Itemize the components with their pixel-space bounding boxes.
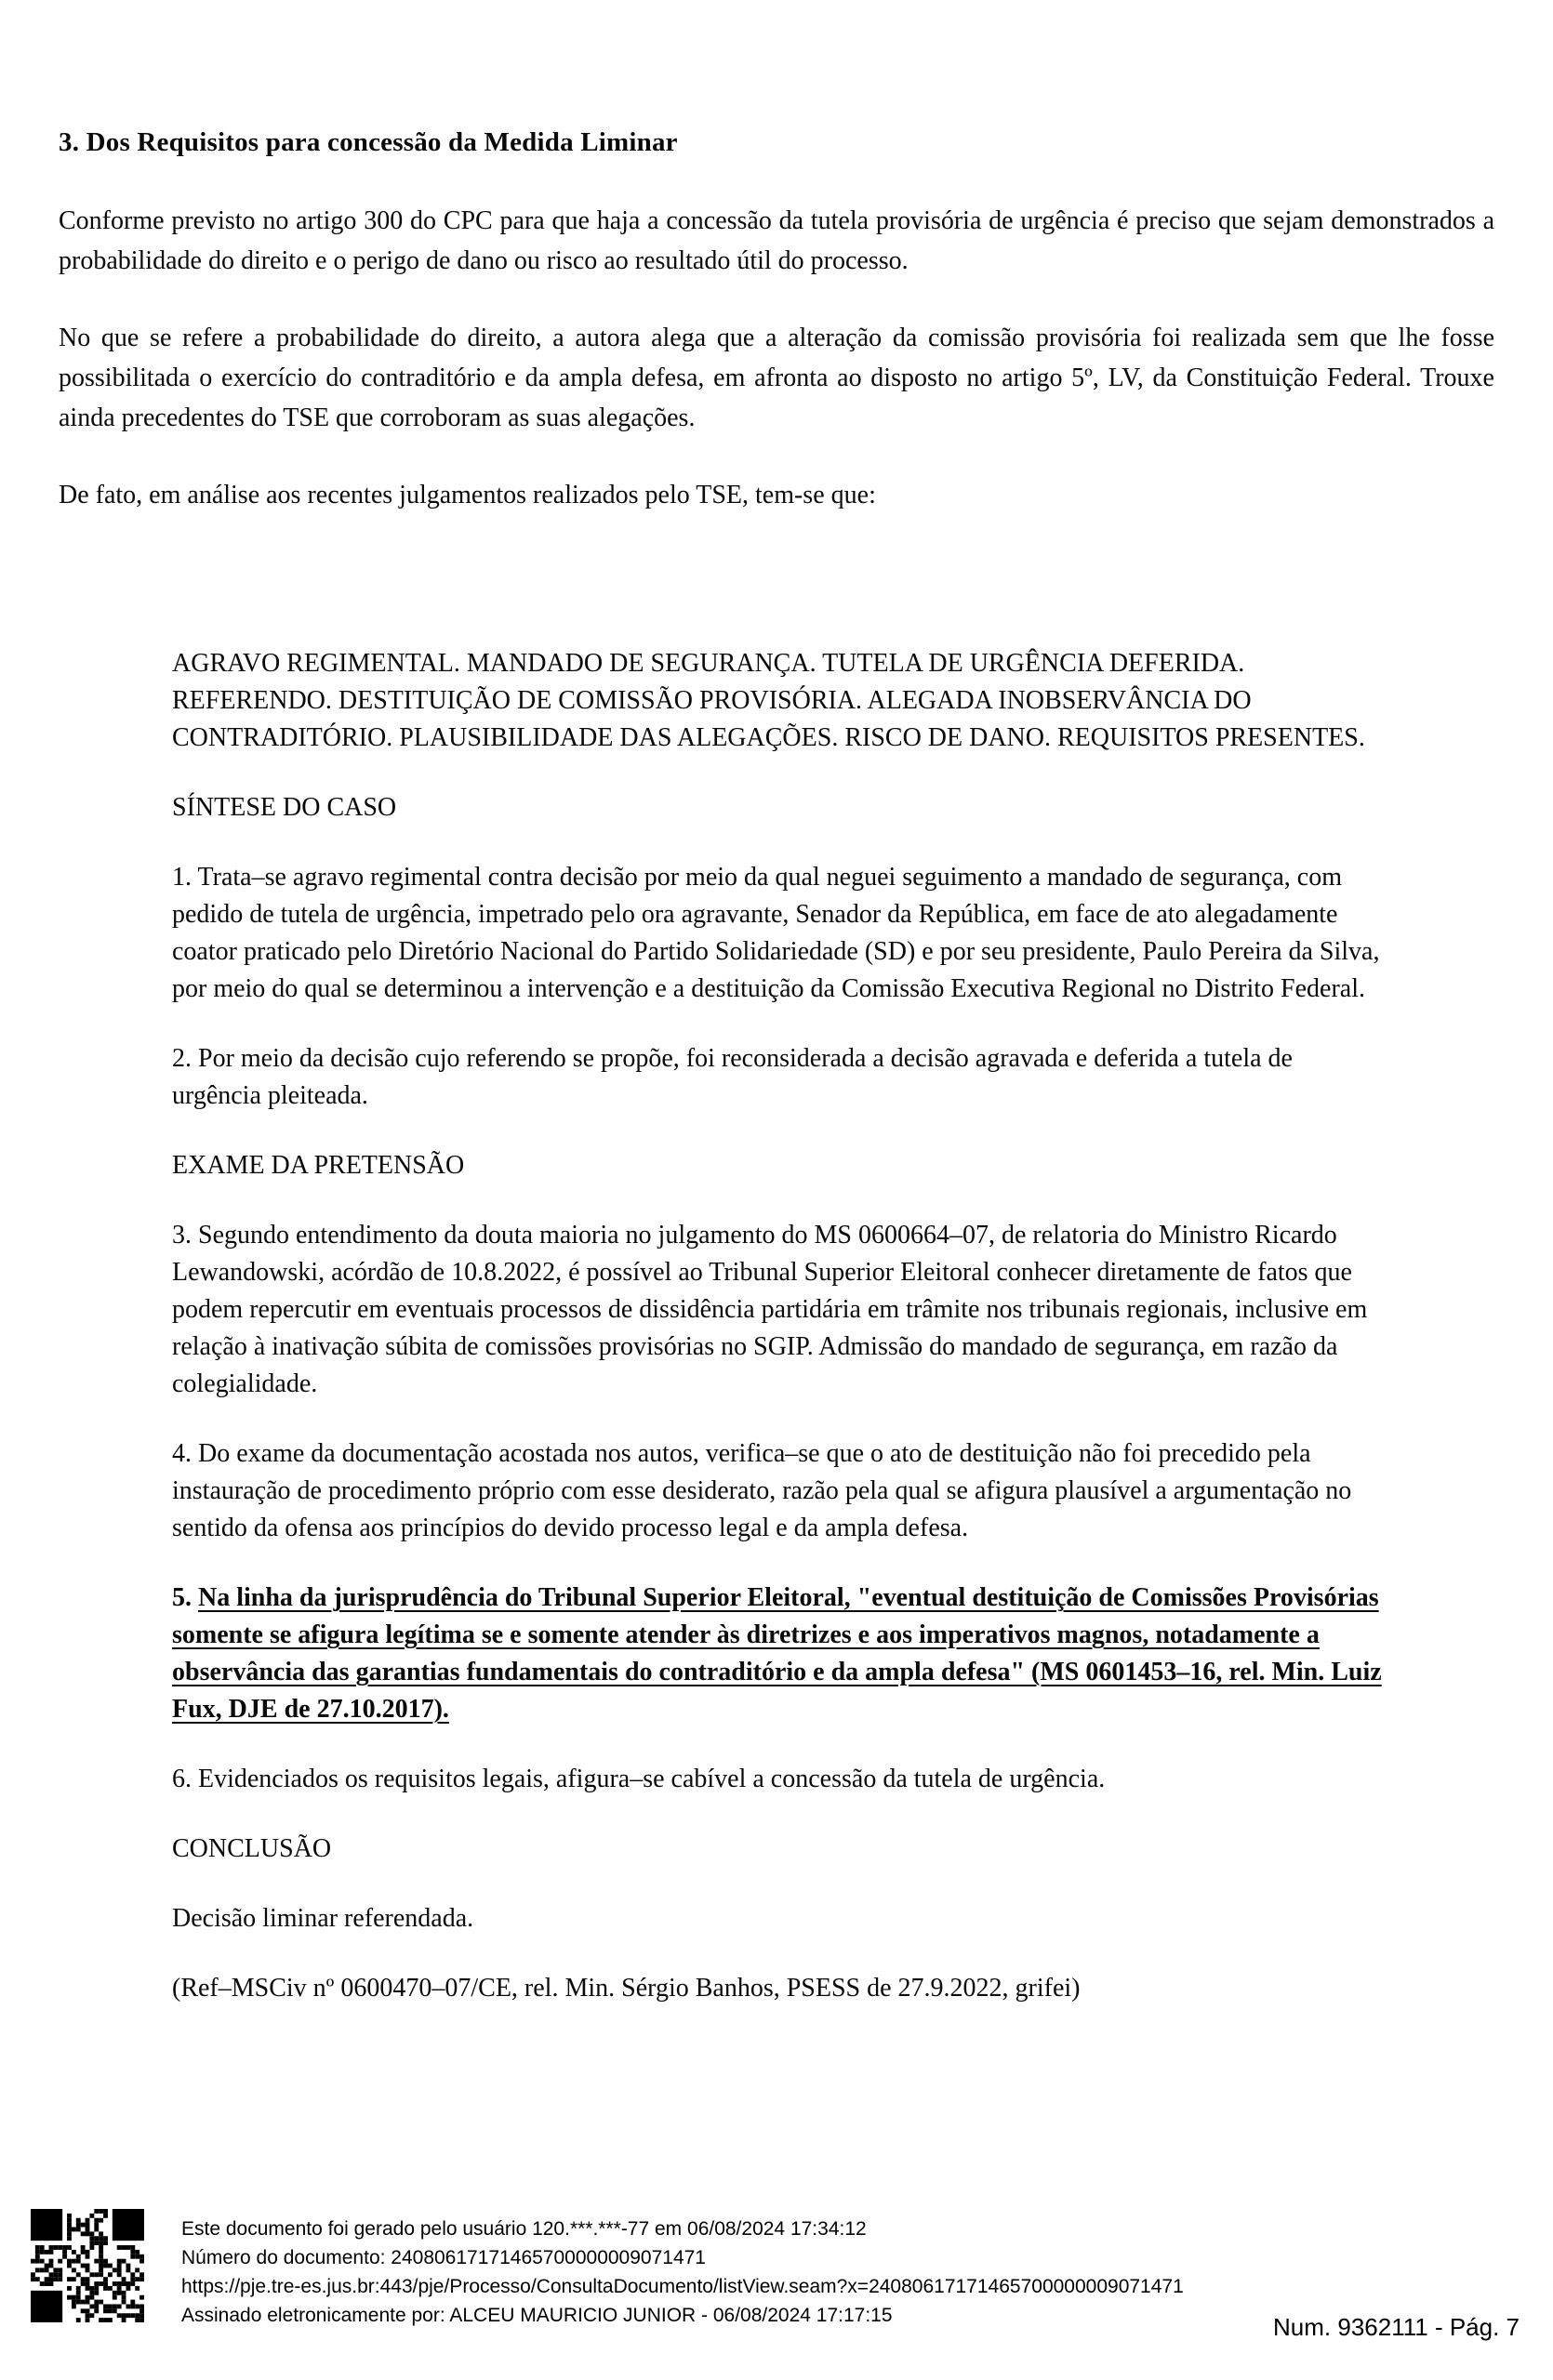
- citation-conclusao-heading: CONCLUSÃO: [172, 1834, 332, 1863]
- citation-item-3: 3. Segundo entendimento da douta maioria no julgamento do MS 0600664–07, de relatoria do Ministro Ricardo Lewandowski, acórdão de 10.8.2022, é possível ao Tribunal Superior Eleitoral conhecer diretamente de fatos que podem repercutir em eventuais processos de dissidência partidária em trâmite nos tribunais regionais, inclusive em relação à inativação súbita de comissões provisórias no SGIP. Admissão do mandado de segurança, em razão da colegialidade.: [172, 1221, 1368, 1398]
- citation-item-5-quote: Na linha da jurisprudência do Tribunal Superior Eleitoral, "eventual destituição de Comissões Provisórias somente se afigura legítima se e somente atender às diretrizes e aos imperativos magnos, notadamente a observância das garantias fundamentais do contraditório e da ampla defesa" (MS 0601453–16, rel. Min. Luiz Fux, DJE de 27.10.2017).: [172, 1583, 1382, 1724]
- citation-item-2: 2. Por meio da decisão cujo referendo se propõe, foi reconsiderada a decisão agravada e deferida a tutela de urgência pleiteada.: [172, 1044, 1293, 1110]
- citation-item-5: [172, 1580, 1386, 1728]
- footer-generated-line: Este documento foi gerado pelo usuário 120.***.***-77 em 06/08/2024 17:34:12: [181, 2218, 867, 2240]
- citation-item-1: 1. Trata–se agravo regimental contra decisão por meio da qual neguei seguimento a mandado de segurança, com pedido de tutela de urgência, impetrado pelo ora agravante, Senador da República, em face de ato alegadamente coator praticado pelo Diretório Nacional do Partido Solidariedade (SD) e por seu presidente, Paulo Pereira da Silva, por meio do qual se determinou a intervenção e a destituição da Comissão Executiva Regional no Distrito Federal.: [172, 863, 1380, 1003]
- section-heading: 3. Dos Requisitos para concessão da Medida Liminar: [59, 127, 678, 157]
- page-number-label: Num. 9362111 - Pág. 7: [1273, 2313, 1520, 2341]
- paragraph-probabilidade: No que se refere a probabilidade do direito, a autora alega que a alteração da comissão provisória foi realizada sem que lhe fosse possibilitada o exercício do contraditório e da ampla defesa, em afronta ao disposto no artigo 5º, LV, da Constituição Federal. Trouxe ainda precedentes do TSE que corroboram as suas alegações.: [59, 324, 1494, 432]
- citation-item-5-number: 5.: [172, 1583, 198, 1612]
- footer-document-number-line: Número do documento: 24080617171465700000009071471: [181, 2247, 706, 2268]
- footer-signature-line: Assinado eletronicamente por: ALCEU MAURICIO JUNIOR - 06/08/2024 17:17:15: [181, 2305, 893, 2326]
- citation-item-4: 4. Do exame da documentação acostada nos autos, verifica–se que o ato de destituição não foi precedido pela instauração de procedimento próprio com esse desiderato, razão pela qual se afigura plausível a argumentação no sentido da ofensa aos princípios do devido processo legal e da ampla defesa.: [172, 1439, 1352, 1542]
- citation-exame-heading: EXAME DA PRETENSÃO: [172, 1151, 465, 1180]
- footer-metadata: [181, 2215, 1184, 2330]
- page-footer: [0, 2203, 1553, 2380]
- citation-block: [172, 645, 1386, 2007]
- citation-ementa: AGRAVO REGIMENTAL. MANDADO DE SEGURANÇA. TUTELA DE URGÊNCIA DEFERIDA. REFERENDO. DESTITUIÇÃO DE COMISSÃO PROVISÓRIA. ALEGADA INOBSERVÂNCIA DO CONTRADITÓRIO. PLAUSIBILIDADE DAS ALEGAÇÕES. RISCO DE DANO. REQUISITOS PRESENTES.: [172, 649, 1365, 752]
- citation-sintese-heading: SÍNTESE DO CASO: [172, 793, 397, 822]
- paragraph-de-fato: De fato, em análise aos recentes julgamentos realizados pelo TSE, tem-se que:: [59, 481, 876, 509]
- qr-code-icon: [31, 2209, 144, 2322]
- citation-reference: (Ref–MSCiv nº 0600470–07/CE, rel. Min. Sérgio Banhos, PSESS de 27.9.2022, grifei): [172, 1974, 1081, 2003]
- citation-item-6: 6. Evidenciados os requisitos legais, afigura–se cabível a concessão da tutela de urgência.: [172, 1765, 1106, 1793]
- citation-conclusao-text: Decisão liminar referendada.: [172, 1904, 474, 1933]
- paragraph-cpc: Conforme previsto no artigo 300 do CPC para que haja a concessão da tutela provisória de urgência é preciso que sejam demonstrados a probabilidade do direito e o perigo de dano ou risco ao resultado útil do processo.: [59, 206, 1494, 275]
- footer-url-line: https://pje.tre-es.jus.br:443/pje/Processo/ConsultaDocumento/listView.seam?x=24080617171465700000009071471: [181, 2276, 1184, 2297]
